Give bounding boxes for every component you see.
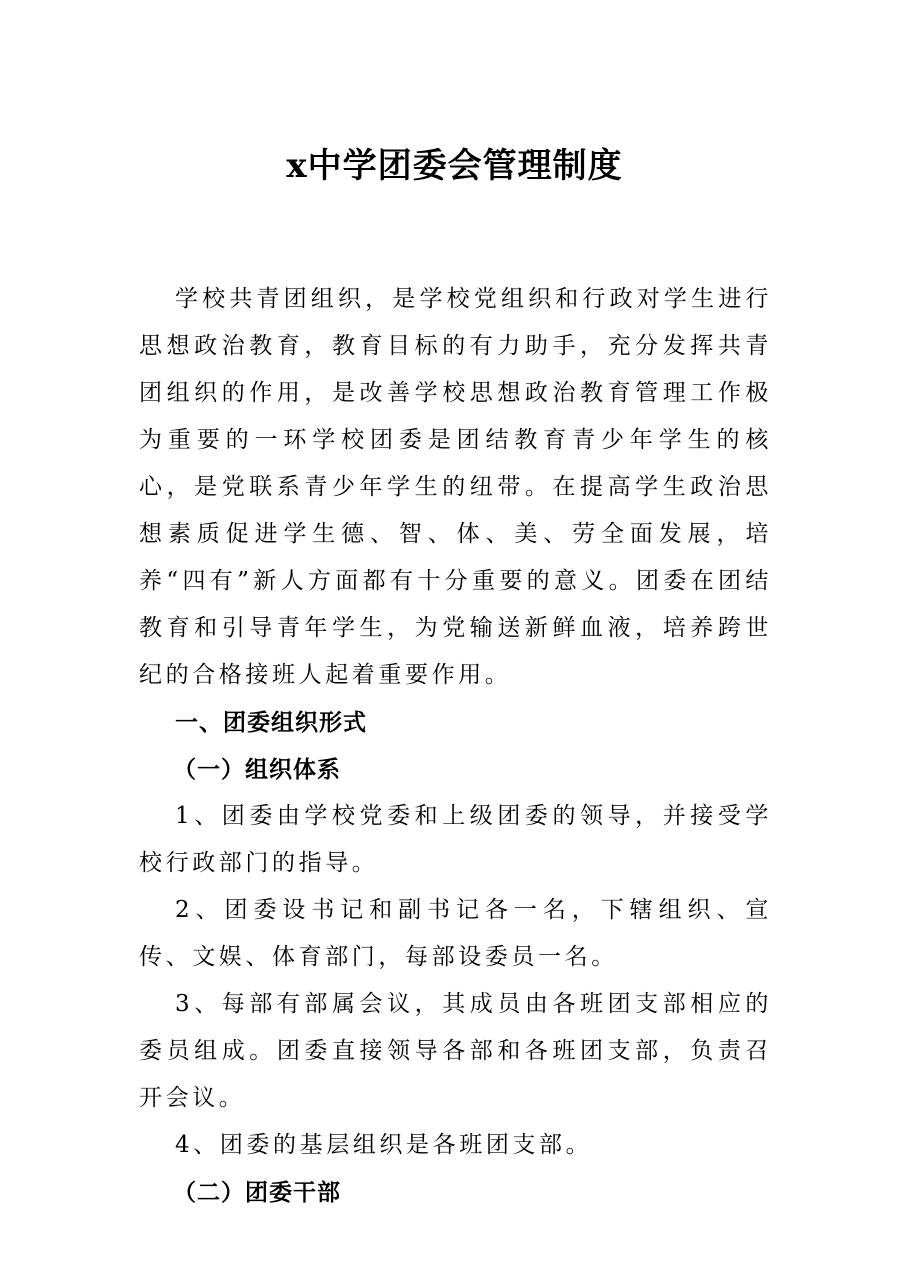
list-item: 4、团委的基层组织是各班团支部。 <box>175 1132 593 1158</box>
subsection-heading-2: （二）团委干部 <box>173 1179 341 1206</box>
list-item: 2、团委设书记和副书记各一名，下辖组织、宣传、文娱、体育部门，每部设委员一名。 <box>139 897 772 970</box>
section-heading-1: 一、团委组织形式 <box>175 709 367 736</box>
list-item: 3、每部有部属会议，其成员由各班团支部相应的委员组成。团委直接领导各部和各班团支部，负责召开会议。 <box>139 991 772 1111</box>
document-body <box>139 276 772 1216</box>
subsection-heading-1: （一）组织体系 <box>173 756 341 783</box>
intro-paragraph: 学校共青团组织，是学校党组织和行政对学生进行思想政治教育，教育目标的有力助手，充分发挥共青团组织的作用，是改善学校思想政治教育管理工作极为重要的一环学校团委是团结教育青少年学生的核心，是党联系青少年学生的纽带。在提高学生政治思想素质促进学生德、智、体、美、劳全面发展，培养“四有”新人方面都有十分重要的意义。团委在团结教育和引导青年学生，为党输送新鲜血液，培养跨世纪的合格接班人起着重要作用。 <box>139 286 772 688</box>
document-title: x中学团委会管理制度 <box>286 146 623 186</box>
list-item: 1、团委由学校党委和上级团委的领导，并接受学校行政部门的指导。 <box>139 803 772 876</box>
